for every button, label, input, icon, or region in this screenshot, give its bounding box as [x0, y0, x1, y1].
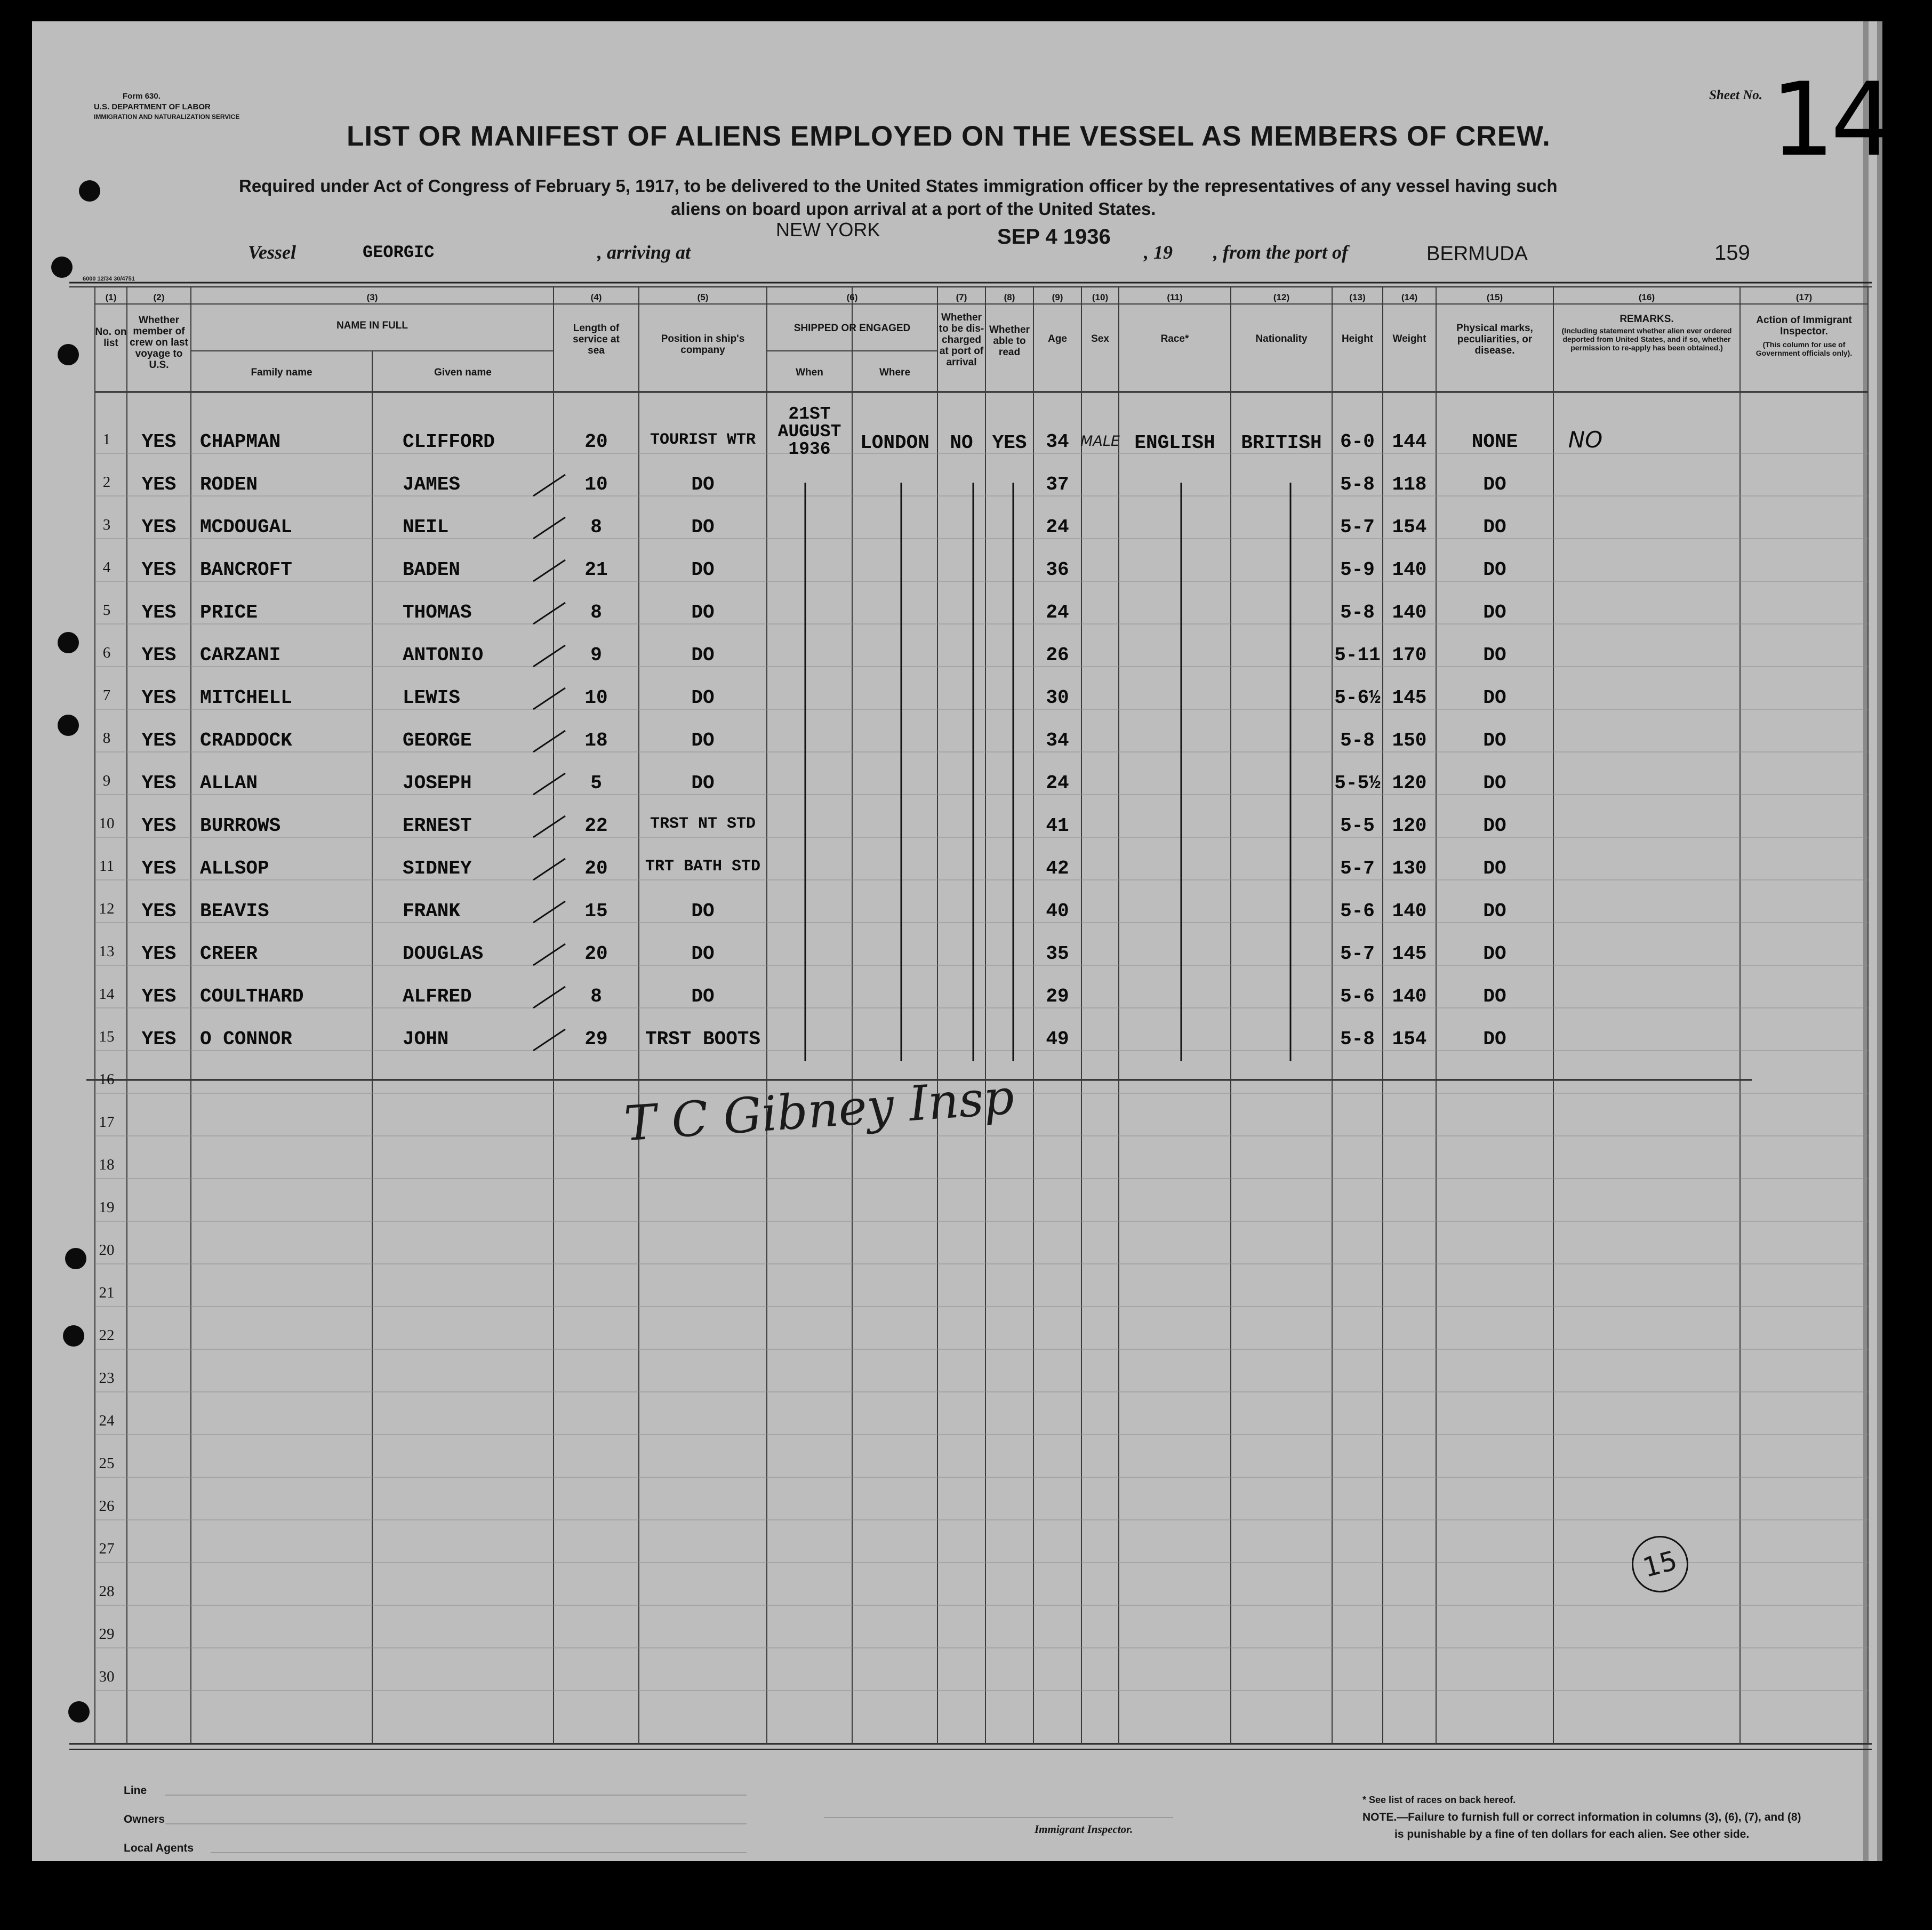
year-label: , 19 — [1144, 242, 1173, 263]
family-name-value: CREER — [200, 943, 258, 965]
weight-value: 120 — [1392, 772, 1427, 794]
col-num-16: (16) — [1638, 292, 1655, 302]
member-value: YES — [141, 858, 177, 879]
header-action: Action of Immigrant Inspector. — [1756, 315, 1852, 337]
member-value: YES — [141, 687, 177, 709]
col-num-2: (2) — [153, 292, 165, 302]
member-value: YES — [141, 730, 177, 751]
family-name-value: PRICE — [200, 602, 258, 623]
family-name-value: COULTHARD — [200, 986, 304, 1007]
given-name-value: JOHN — [403, 1028, 449, 1050]
given-name-value: JOSEPH — [403, 772, 472, 794]
position-value: DO — [691, 559, 715, 581]
row-number: 28 — [99, 1583, 115, 1600]
row-number: 19 — [99, 1199, 115, 1216]
header-given-name: Given name — [434, 367, 492, 378]
height-value: 5-6½ — [1334, 687, 1381, 709]
age-value: 34 — [1046, 730, 1069, 751]
col-num-8: (8) — [1004, 292, 1015, 302]
position-value: DO — [691, 644, 715, 666]
discharged-value: NO — [950, 432, 973, 454]
given-name-value: BADEN — [403, 559, 461, 581]
header-when: When — [796, 367, 823, 378]
service-name: IMMIGRATION AND NATURALIZATION SERVICE — [94, 113, 240, 121]
position-value: TRST BOOTS — [645, 1028, 761, 1050]
service-length-value: 8 — [590, 602, 602, 623]
row-number: 3 — [102, 516, 111, 533]
footer-note-line1: NOTE.—Failure to furnish full or correct information in columns (3), (6), (7), and (8) — [1362, 1811, 1801, 1823]
given-name-value: JAMES — [403, 474, 461, 495]
physical-marks-value: DO — [1483, 602, 1506, 623]
physical-marks-value: DO — [1483, 687, 1506, 709]
position-value: DO — [691, 772, 715, 794]
header-no-on-list: No. on list — [95, 326, 127, 349]
footer-note-line2: is punishable by a fine of ten dollars for each alien. See other side. — [1394, 1828, 1750, 1840]
col-num-1: (1) — [105, 292, 117, 302]
given-name-value: SIDNEY — [403, 858, 472, 879]
footer-races-note: * See list of races on back hereof. — [1362, 1795, 1516, 1805]
print-code: 6000 12/34 30/4751 — [83, 276, 135, 282]
row-number: 8 — [102, 730, 111, 747]
height-value: 5-7 — [1340, 858, 1375, 879]
row-number: 9 — [102, 772, 111, 789]
age-value: 34 — [1046, 431, 1069, 453]
height-value: 5-9 — [1340, 559, 1375, 581]
arrival-port: NEW YORK — [776, 219, 880, 241]
document-title: LIST OR MANIFEST OF ALIENS EMPLOYED ON THE VESSEL AS MEMBERS OF CREW. — [347, 121, 1551, 152]
physical-marks-value: DO — [1483, 900, 1506, 922]
service-length-value: 8 — [590, 516, 602, 538]
position-value: DO — [691, 602, 715, 623]
physical-marks-value: DO — [1483, 474, 1506, 495]
from-port: BERMUDA — [1426, 243, 1528, 265]
row-number: 6 — [102, 644, 111, 661]
height-value: 5-6 — [1340, 900, 1375, 922]
col-num-14: (14) — [1401, 292, 1418, 302]
weight-value: 154 — [1392, 1028, 1427, 1050]
physical-marks-value: DO — [1483, 772, 1506, 794]
given-name-value: ALFRED — [403, 986, 472, 1007]
row-number: 26 — [99, 1497, 115, 1515]
member-value: YES — [141, 602, 177, 623]
document-subtitle-line2: aliens on board upon arrival at a port of the United States. — [671, 199, 1156, 219]
service-length-value: 21 — [584, 559, 608, 581]
height-value: 5-7 — [1340, 516, 1375, 538]
weight-value: 170 — [1392, 644, 1427, 666]
given-name-value: CLIFFORD — [403, 431, 495, 453]
col-num-17: (17) — [1795, 292, 1813, 302]
height-value: 5-5½ — [1334, 772, 1381, 794]
col-num-13: (13) — [1349, 292, 1366, 302]
footer-line-label: Line — [124, 1784, 147, 1797]
header-shipped-engaged: SHIPPED OR ENGAGED — [793, 323, 911, 334]
family-name-value: CARZANI — [200, 644, 281, 666]
given-name-value: FRANK — [403, 900, 461, 922]
row-number: 29 — [99, 1625, 115, 1643]
row-number: 17 — [99, 1114, 115, 1131]
position-value: TRST NT STD — [650, 815, 756, 833]
row-number: 10 — [99, 815, 115, 832]
position-value: DO — [691, 900, 715, 922]
service-length-value: 20 — [584, 431, 608, 453]
row-number: 30 — [99, 1668, 115, 1685]
service-length-value: 20 — [584, 858, 608, 879]
nationality-value: BRITISH — [1241, 432, 1322, 454]
row-number: 7 — [102, 687, 111, 704]
service-length-value: 10 — [584, 687, 608, 709]
race-value: ENGLISH — [1134, 432, 1215, 454]
row-number: 12 — [99, 900, 115, 917]
service-length-value: 18 — [584, 730, 608, 751]
height-value: 5-5 — [1340, 815, 1375, 837]
row-number: 22 — [99, 1327, 115, 1344]
height-value: 5-11 — [1334, 644, 1381, 666]
row-number: 23 — [99, 1370, 115, 1387]
vessel-name: GEORGIC — [363, 243, 435, 262]
physical-marks-value: DO — [1483, 815, 1506, 837]
given-name-value: LEWIS — [403, 687, 461, 709]
given-name-value: THOMAS — [403, 602, 472, 623]
height-value: 5-8 — [1340, 730, 1375, 751]
member-value: YES — [141, 644, 177, 666]
physical-marks-value: DO — [1483, 644, 1506, 666]
given-name-value: NEIL — [403, 516, 449, 538]
height-value: 5-8 — [1340, 602, 1375, 623]
age-value: 42 — [1046, 858, 1069, 879]
header-family-name: Family name — [251, 367, 312, 378]
header-nationality: Nationality — [1255, 333, 1308, 345]
header-able-to-read: Whether able to read — [989, 324, 1030, 358]
age-value: 24 — [1046, 772, 1069, 794]
member-value: YES — [141, 559, 177, 581]
service-length-value: 9 — [590, 644, 602, 666]
height-value: 5-8 — [1340, 1028, 1375, 1050]
sex-value: MALE — [1080, 433, 1120, 450]
age-value: 35 — [1046, 943, 1069, 965]
family-name-value: RODEN — [200, 474, 258, 495]
weight-value: 145 — [1392, 687, 1427, 709]
physical-marks-value: DO — [1483, 559, 1506, 581]
row-number: 11 — [99, 858, 114, 875]
family-name-value: ALLAN — [200, 772, 258, 794]
row-number: 2 — [102, 474, 111, 491]
row-number: 21 — [99, 1284, 115, 1301]
member-value: YES — [141, 516, 177, 538]
weight-value: 118 — [1392, 474, 1427, 495]
header-name-in-full: NAME IN FULL — [336, 320, 408, 331]
row-number: 5 — [102, 602, 111, 619]
given-name-value: GEORGE — [403, 730, 472, 751]
footer-agents-label: Local Agents — [124, 1842, 194, 1854]
given-name-value: DOUGLAS — [403, 943, 484, 965]
header-discharged: Whether to be dis-charged at port of arrival — [939, 312, 984, 368]
family-name-value: CRADDOCK — [200, 730, 292, 751]
physical-marks-value: NONE — [1471, 431, 1518, 453]
service-length-value: 5 — [590, 772, 602, 794]
family-name-value: BEAVIS — [200, 900, 269, 922]
row-number: 27 — [99, 1540, 115, 1557]
physical-marks-value: DO — [1483, 516, 1506, 538]
height-value: 6-0 — [1340, 431, 1375, 453]
given-name-value: ANTONIO — [403, 644, 484, 666]
row-number: 13 — [99, 943, 115, 960]
position-value: DO — [691, 943, 715, 965]
family-name-value: ALLSOP — [200, 858, 269, 879]
member-value: YES — [141, 474, 177, 495]
position-value: DO — [691, 516, 715, 538]
family-name-value: CHAPMAN — [200, 431, 281, 453]
height-value: 5-8 — [1340, 474, 1375, 495]
shipped-where: LONDON — [860, 432, 929, 454]
weight-value: 130 — [1392, 858, 1427, 879]
service-length-value: 10 — [584, 474, 608, 495]
member-value: YES — [141, 772, 177, 794]
row-number: 16 — [99, 1071, 115, 1088]
weight-value: 145 — [1392, 943, 1427, 965]
row-number: 4 — [102, 559, 111, 576]
age-value: 29 — [1046, 986, 1069, 1007]
member-value: YES — [141, 900, 177, 922]
col-num-9: (9) — [1052, 292, 1063, 302]
service-length-value: 29 — [584, 1028, 608, 1050]
arrival-date-stamp: SEP 4 1936 — [997, 225, 1111, 249]
header-length-service: Length of service at sea — [573, 323, 620, 356]
physical-marks-value: DO — [1483, 943, 1506, 965]
header-action-note: (This column for use of Government officials only). — [1755, 340, 1853, 357]
age-value: 24 — [1046, 602, 1069, 623]
col-num-7: (7) — [956, 292, 967, 302]
document-subtitle-line1: Required under Act of Congress of February 5, 1917, to be delivered to the United States immigration officer by the representatives of any vessel having such — [239, 176, 1558, 196]
service-length-value: 15 — [584, 900, 608, 922]
age-value: 37 — [1046, 474, 1069, 495]
header-weight: Weight — [1392, 333, 1426, 345]
physical-marks-value: DO — [1483, 1028, 1506, 1050]
service-length-value: 22 — [584, 815, 608, 837]
height-value: 5-6 — [1340, 986, 1375, 1007]
position-value: DO — [691, 730, 715, 751]
position-value: DO — [691, 687, 715, 709]
weight-value: 140 — [1392, 602, 1427, 623]
header-sex: Sex — [1091, 333, 1109, 345]
row-number: 18 — [99, 1156, 115, 1173]
weight-value: 140 — [1392, 559, 1427, 581]
weight-value: 150 — [1392, 730, 1427, 751]
vessel-label: Vessel — [248, 242, 296, 263]
row-number: 25 — [99, 1455, 115, 1472]
header-race: Race* — [1160, 333, 1189, 345]
weight-value: 120 — [1392, 815, 1427, 837]
member-value: YES — [141, 943, 177, 965]
member-value: YES — [141, 815, 177, 837]
physical-marks-value: DO — [1483, 730, 1506, 751]
sheet-number: 14 — [1770, 61, 1891, 179]
physical-marks-value: DO — [1483, 986, 1506, 1007]
col-num-5: (5) — [697, 292, 709, 302]
header-position: Position in ship's company — [661, 333, 745, 356]
age-value: 24 — [1046, 516, 1069, 538]
inspector-signature: T C Gibney Insp — [622, 1069, 1016, 1152]
row-number: 1 — [102, 431, 111, 448]
family-name-value: O CONNOR — [200, 1028, 292, 1050]
weight-value: 154 — [1392, 516, 1427, 538]
remarks-value: NO — [1568, 427, 1603, 453]
col-num-6: (6) — [846, 292, 858, 302]
row-number: 24 — [99, 1412, 115, 1429]
service-length-value: 20 — [584, 943, 608, 965]
position-value: TOURIST WTR — [650, 431, 756, 449]
age-value: 30 — [1046, 687, 1069, 709]
header-physical-marks: Physical marks, peculiarities, or disease. — [1456, 323, 1533, 356]
family-name-value: BURROWS — [200, 815, 281, 837]
read-value: YES — [992, 432, 1027, 454]
position-value: DO — [691, 474, 715, 495]
physical-marks-value: DO — [1483, 858, 1506, 879]
arriving-label: , arriving at — [597, 242, 691, 263]
col-num-15: (15) — [1486, 292, 1503, 302]
member-value: YES — [141, 431, 177, 453]
family-name-value: MCDOUGAL — [200, 516, 292, 538]
row-number: 14 — [99, 986, 115, 1003]
given-name-value: ERNEST — [403, 815, 472, 837]
age-value: 26 — [1046, 644, 1069, 666]
row-number: 20 — [99, 1242, 115, 1259]
weight-value: 140 — [1392, 986, 1427, 1007]
col-num-10: (10) — [1092, 292, 1109, 302]
service-length-value: 8 — [590, 986, 602, 1007]
footer-owners-label: Owners — [124, 1813, 165, 1825]
sheet-label: Sheet No. — [1709, 88, 1762, 102]
header-height: Height — [1341, 333, 1374, 345]
shipped-when: 21ST AUGUST 1936 — [777, 404, 841, 459]
header-age: Age — [1048, 333, 1067, 345]
footer-inspector-label: Immigrant Inspector. — [1035, 1823, 1133, 1836]
header-remarks: REMARKS. — [1620, 314, 1674, 325]
col-num-4: (4) — [590, 292, 602, 302]
age-value: 40 — [1046, 900, 1069, 922]
family-name-value: BANCROFT — [200, 559, 292, 581]
age-value: 41 — [1046, 815, 1069, 837]
department-name: U.S. DEPARTMENT OF LABOR — [94, 102, 211, 111]
member-value: YES — [141, 1028, 177, 1050]
col-num-11: (11) — [1167, 292, 1183, 302]
col-num-12: (12) — [1273, 292, 1290, 302]
family-name-value: MITCHELL — [200, 687, 292, 709]
age-value: 49 — [1046, 1028, 1069, 1050]
form-number: Form 630. — [123, 92, 161, 101]
circled-count: 15 — [1625, 1529, 1695, 1599]
position-value: TRT BATH STD — [645, 858, 761, 876]
header-where: Where — [879, 367, 911, 378]
header-remarks-note: (Including statement whether alien ever ordered deported from United States, and if so, whether permission to re-apply has been obtained.) — [1561, 326, 1732, 352]
weight-value: 144 — [1392, 431, 1427, 453]
weight-value: 140 — [1392, 900, 1427, 922]
member-value: YES — [141, 986, 177, 1007]
height-value: 5-7 — [1340, 943, 1375, 965]
header-member-last-voyage: Whether member of crew on last voyage to U.S. — [130, 315, 188, 371]
row-number: 15 — [99, 1028, 115, 1045]
manifest-number: 159 — [1714, 241, 1750, 265]
col-num-3: (3) — [366, 292, 378, 302]
from-port-label: , from the port of — [1213, 242, 1349, 263]
age-value: 36 — [1046, 559, 1069, 581]
position-value: DO — [691, 986, 715, 1007]
